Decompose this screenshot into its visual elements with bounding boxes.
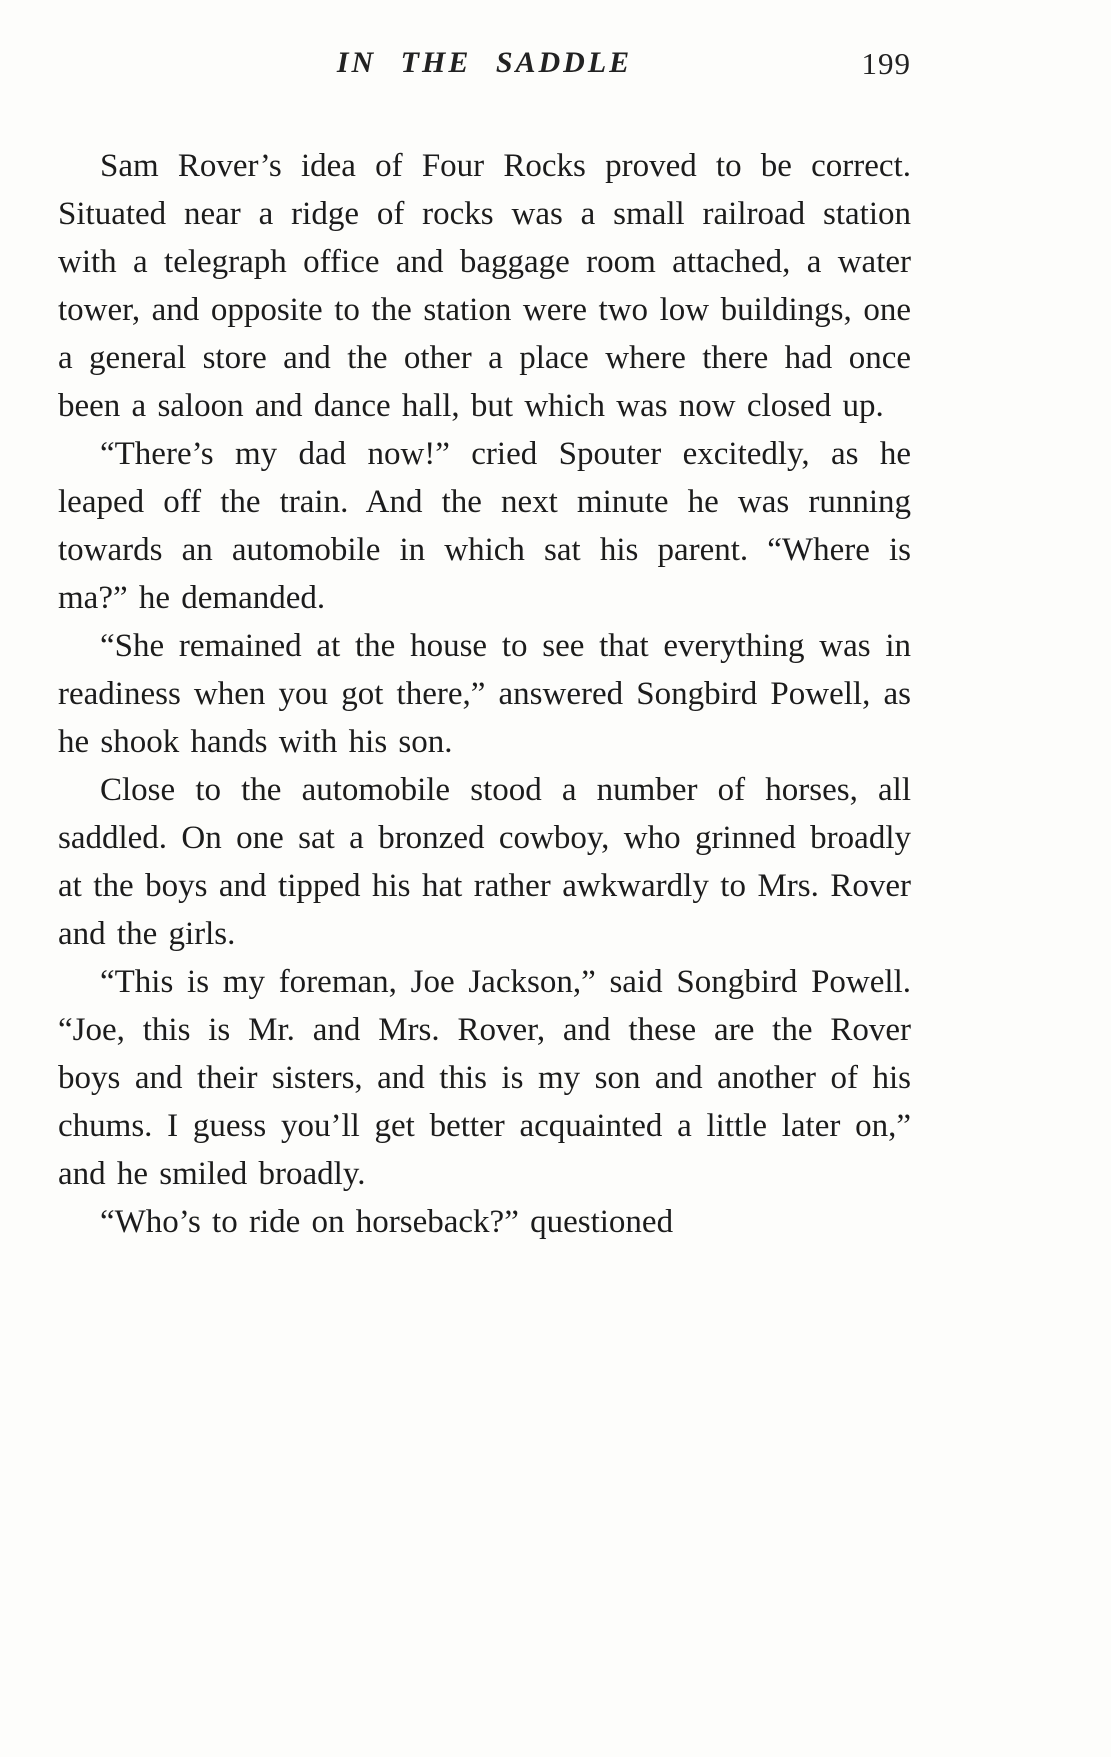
- paragraph: “There’s my dad now!” cried Spouter excitedly, as he leaped off the train. And the next minute he was running towards an automobile in which sat his parent. “Where is ma?” he demanded.: [58, 436, 911, 616]
- page-header: [58, 46, 911, 90]
- paragraph: “This is my foreman, Joe Jackson,” said Songbird Powell. “Joe, this is Mr. and Mrs. Rover, and these are the Rover boys and their sisters, and this is my son and another of his chums. I guess you’ll get better acquainted a little later on,” and he smiled broadly.: [58, 964, 911, 1192]
- paragraph: Close to the automobile stood a number of horses, all saddled. On one sat a bronzed cowboy, who grinned broadly at the boys and tipped his hat rather awkwardly to Mrs. Rover and the girls.: [58, 772, 911, 952]
- page-number: 199: [861, 46, 911, 81]
- paragraph: “She remained at the house to see that everything was in readiness when you got there,” answered Songbird Powell, as he shook hands with his son.: [58, 628, 911, 760]
- page-body: [58, 142, 911, 1246]
- paragraph: “Who’s to ride on horseback?” questioned: [100, 1204, 674, 1240]
- running-title: IN THE SADDLE: [336, 46, 633, 79]
- paragraph: Sam Rover’s idea of Four Rocks proved to be correct. Situated near a ridge of rocks was a small railroad station with a telegraph office and baggage room attached, a water tower, and opposite to the station were two low buildings, one a general store and the other a place where there had once been a saloon and dance hall, but which was now closed up.: [58, 148, 911, 424]
